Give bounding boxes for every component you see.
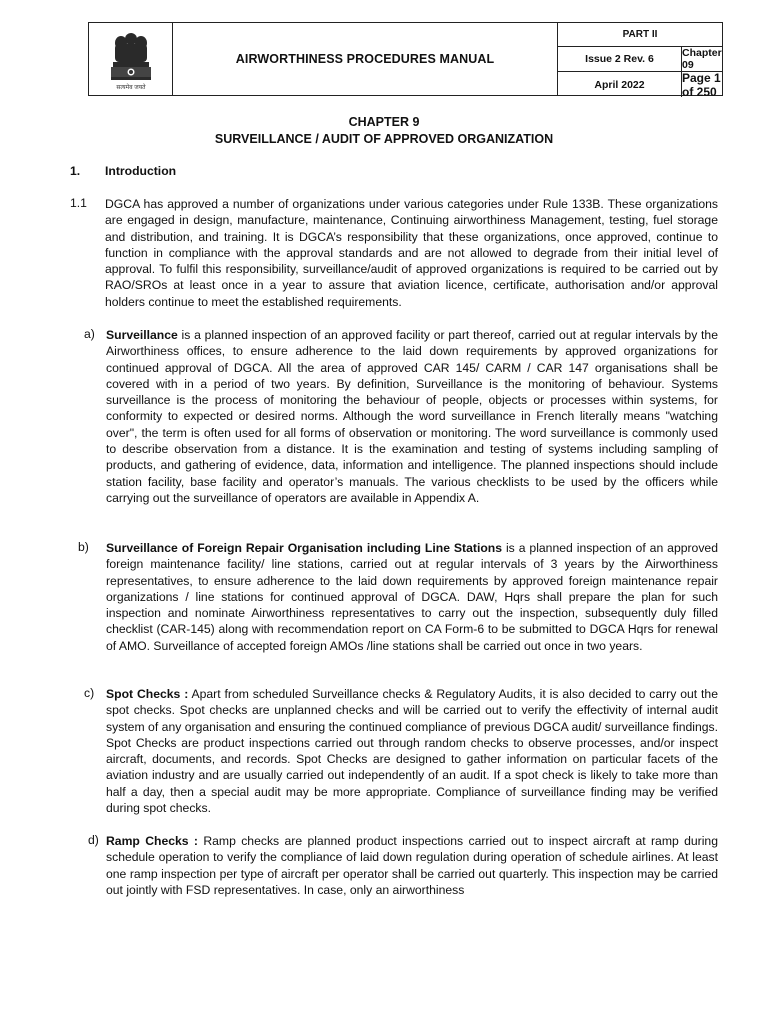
chapter-title: SURVEILLANCE / AUDIT OF APPROVED ORGANIZATION	[214, 132, 554, 146]
item-term: Surveillance of Foreign Repair Organisation including Line Stations	[106, 541, 502, 555]
item-foreign-surveillance	[106, 540, 718, 654]
item-term: Ramp Checks :	[106, 834, 198, 848]
item-text: is a planned inspection of an approved foreign maintenance facility/ line stations, carried out at regular intervals of 3 years by the Airworthiness representatives, to ensure adherence to the laid down requirements by approved foreign maintenance repair organizations / line stations for continued approval of DGCA. DAW, Hqrs shall prepare the plan for such inspection and nominate Airworthiness representatives to carry out the inspection, subsequently duly filled checklist (CAR-145) along with recommendation report on CA Form-6 to be submitted to DGCA Hqrs for renewal of AMO. Surveillance of accepted foreign AMOs /line stations shall be carried out once in two years.	[106, 541, 718, 653]
intro-paragraph: DGCA has approved a number of organizations under various categories under Rule 133B. These organizations are engaged in design, manufacture, maintenance, Continuing airworthiness Management, testing, fuel storage and distribution, and training. It is DGCA’s responsibility that these organizations, once approved, continue to function in compliance with the approval standards and are not allowed to degrade from their initial level of approval. To fulfil this responsibility, surveillance/audit of approved organizations is required to be carried out by RAO/SROs at least once in a year to assure that aviation licence, certificate, authorisation and/or approval holders continue to meet the established requirements.	[105, 197, 718, 309]
chapter-label: Chapter 09	[682, 47, 722, 71]
item-label: b)	[78, 540, 89, 554]
item-surveillance	[106, 327, 718, 506]
item-term: Spot Checks :	[106, 687, 189, 701]
page-number: Page 1 of 250	[682, 70, 721, 99]
item-label: c)	[84, 686, 95, 700]
item-label: d)	[88, 833, 99, 847]
section-heading: Introduction	[105, 164, 177, 178]
item-term: Surveillance	[106, 328, 178, 342]
chapter-number: CHAPTER 9	[348, 115, 420, 129]
national-emblem-icon	[105, 30, 157, 90]
date-label: April 2022	[558, 72, 682, 97]
section-number: 1.	[70, 164, 81, 178]
item-spot-checks	[106, 686, 718, 816]
item-ramp-checks	[106, 833, 718, 898]
subsection-number: 1.1	[70, 196, 87, 210]
emblem-cell	[89, 23, 173, 95]
emblem-caption: सत्यमेव जयते	[116, 85, 146, 91]
item-text: Ramp checks are planned product inspections carried out to inspect aircraft at ramp during schedule operation to verify the compliance of laid down regulation during operation of schedule airlines. At least one ramp inspection per type of aircraft per operator shall be carried out quarterly. This inspection may be carried out jointly with FSD representatives. In case, only an airworthiness	[106, 834, 718, 897]
document-header	[88, 22, 723, 99]
item-text: Apart from scheduled Surveillance checks & Regulatory Audits, it is also decided to carry out the spot checks. Spot checks are unplanned checks and will be carried out to verify the effectivity of internal audit system of any organisation and ensuring the continued compliance of previous DGCA audit/ surveillance findings. Spot Checks are product inspections carried out through random checks to observe processes, and/or inspect aircraft, documents, and records. Spot Checks are designed to gather information on particular facets of the aviation industry and are usually carried out independently of an audit. If a spot check is likely to take more than half a day, then a special audit may be more appropriate. Compliance of surveillance finding may be verified during spot checks.	[106, 687, 718, 816]
issue-label: Issue 2 Rev. 6	[558, 47, 682, 71]
item-label: a)	[84, 327, 95, 341]
header-row-issue	[558, 47, 722, 72]
part-label: PART II	[558, 23, 722, 47]
header-meta	[558, 23, 722, 99]
header-row-date	[558, 72, 722, 97]
item-text: is a planned inspection of an approved facility or part thereof, carried out at regular intervals by the Airworthiness offices, to ensure adherence to the laid down requirements by approved organizations for continued approval of DGCA. All the area of approved CAR 145/ CARM / CAR 147 organisations shall be covered with in a period of two years. By definition, Surveillance is the monitoring of behaviour. Systems surveillance is the process of monitoring the behaviour of people, objects or processes within systems, for conformity to expected or desired norms. Although the word surveillance in French literally means "watching over", the term is often used for all forms of observation or monitoring. The word surveillance is commonly used to describe observation from a distance. It is the examination and testing of systems including sampling of products, and gathering of evidence, data, information and intelligence. The planned inspections should include station facility, base facility and operator’s manuals. The various checklists to be used by the officers while carrying out the surveillance of operators are available in Appendix A.	[106, 328, 718, 505]
manual-title: AIRWORTHINESS PROCEDURES MANUAL	[173, 23, 558, 95]
